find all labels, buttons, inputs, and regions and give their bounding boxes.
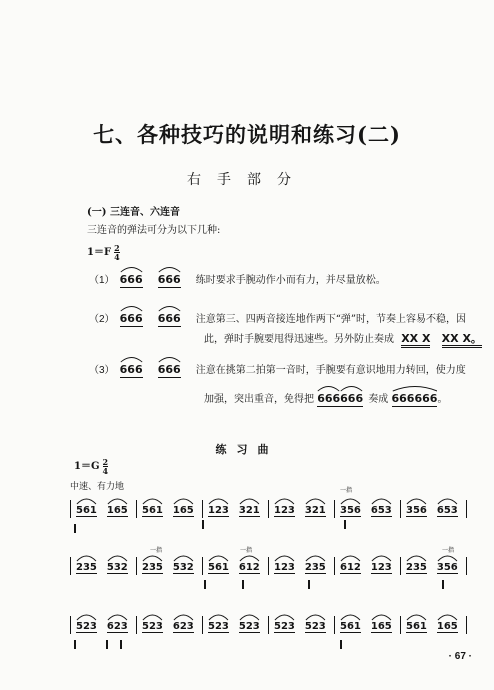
pluck-symbol [442, 580, 444, 589]
triplet-notes: 561 [208, 562, 229, 573]
pluck-symbol [242, 580, 244, 589]
triplet [107, 553, 128, 573]
measure [208, 553, 260, 573]
bar-line [70, 500, 71, 518]
triplet-notes: 561 [76, 505, 97, 516]
triplet [340, 496, 361, 516]
example-index: （3） [89, 365, 115, 376]
pluck-symbol [340, 640, 342, 649]
bar-line [400, 557, 401, 575]
example-text-end: 。 [437, 394, 448, 405]
exercise-title: 练习曲 [215, 443, 279, 456]
bar-line [334, 557, 335, 575]
bar-line [400, 500, 401, 518]
triplet-notes: 523 [304, 621, 326, 632]
example-3-line2 [204, 384, 447, 405]
sextuplet-group [317, 384, 363, 405]
triplet [305, 496, 326, 516]
key-signature-1 [87, 243, 120, 261]
wrong-rhythm-2: XX X。 [442, 332, 482, 348]
sextuplet-notes: 666666 [391, 392, 438, 405]
triplet [274, 612, 295, 632]
measure [274, 496, 326, 516]
example-index: （2） [89, 314, 115, 325]
triplet-notes: 666 [157, 273, 181, 286]
fingering-mark: 一指 [442, 547, 455, 554]
time-top: 2 [114, 243, 120, 253]
bar-line [466, 557, 467, 575]
time-bottom: 4 [102, 466, 109, 476]
measure [340, 612, 392, 632]
example-1 [89, 265, 386, 287]
triplet-notes: 235 [142, 562, 163, 573]
triplet-notes: 165 [436, 621, 458, 632]
triplet-notes: 612 [340, 562, 361, 573]
triplet-notes: 532 [172, 562, 194, 573]
triplet-group [158, 265, 181, 286]
triplet-notes: 356 [436, 562, 458, 573]
triplet-notes: 623 [106, 621, 128, 632]
triplet-notes: 123 [274, 505, 295, 516]
example-text: 注意在挑第二拍第一音时，手腕要有意识地用力转回，使力度 [195, 365, 466, 376]
triplet-notes: 165 [106, 505, 128, 516]
triplet-notes: 666 [119, 312, 143, 325]
tempo-marking: 中速、有力地 [70, 482, 125, 492]
bar-line [202, 500, 203, 518]
sextuplet-notes: 666666 [317, 392, 364, 405]
measure [76, 553, 128, 573]
fingering-mark: 一指 [340, 487, 353, 494]
triplet [107, 496, 128, 516]
triplet-notes: 235 [406, 562, 427, 573]
example-text: 练时要求手腕动作小而有力，并尽量放松。 [195, 275, 386, 286]
wrong-rhythm-1: XX X [401, 332, 430, 348]
triplet-notes: 561 [406, 621, 427, 632]
bar-line [202, 557, 203, 575]
example-text: 注意第三、四两音接连地作两下“弹”时，节奏上容易不稳，因 [195, 314, 467, 325]
triplet [142, 496, 163, 516]
chapter-title: 七、各种技巧的说明和练习(二) [93, 122, 401, 147]
example-2 [89, 304, 466, 326]
triplet [274, 496, 295, 516]
page-number: · 67 · [448, 651, 472, 662]
example-text-mid: 奏成 [368, 394, 389, 405]
pluck-symbol [120, 640, 122, 649]
pluck-symbol [344, 520, 346, 529]
pluck-symbol [106, 640, 108, 649]
triplet-notes: 532 [106, 562, 128, 573]
triplet [406, 553, 427, 573]
triplet [239, 553, 260, 573]
bar-line [268, 500, 269, 518]
time-signature [114, 244, 120, 261]
bar-line [268, 616, 269, 634]
triplet-notes: 523 [208, 621, 229, 632]
triplet-notes: 666 [157, 363, 181, 376]
bar-line [466, 500, 467, 518]
triplet-notes: 321 [238, 505, 260, 516]
triplet-notes: 235 [304, 562, 326, 573]
triplet-notes: 523 [142, 621, 163, 632]
bar-line [334, 500, 335, 518]
measure [406, 553, 458, 573]
triplet-notes: 123 [208, 505, 229, 516]
triplet [239, 496, 260, 516]
triplet [437, 553, 458, 573]
triplet [305, 612, 326, 632]
triplet [305, 553, 326, 573]
triplet-notes: 612 [238, 562, 260, 573]
triplet-notes: 653 [436, 505, 458, 516]
bar-line [202, 616, 203, 634]
triplet [173, 496, 194, 516]
triplet-notes: 165 [370, 621, 392, 632]
triplet-group [120, 355, 143, 376]
triplet-notes: 666 [119, 363, 143, 376]
triplet [437, 496, 458, 516]
pluck-symbol [202, 520, 204, 529]
pluck-symbol [204, 580, 206, 589]
triplet-notes: 235 [76, 562, 97, 573]
triplet [406, 612, 427, 632]
triplet-notes: 561 [340, 621, 361, 632]
triplet [371, 553, 392, 573]
triplet-notes: 123 [274, 562, 295, 573]
key-label: 1＝F [87, 247, 112, 258]
triplet-notes: 165 [172, 505, 194, 516]
triplet [173, 612, 194, 632]
bar-line [136, 500, 137, 518]
measure [208, 496, 260, 516]
triplet [173, 553, 194, 573]
time-signature [103, 458, 109, 475]
triplet-notes: 356 [340, 505, 361, 516]
time-top: 2 [102, 457, 109, 467]
triplet-notes: 561 [142, 505, 163, 516]
triplet [274, 553, 295, 573]
measure [208, 612, 260, 632]
triplet-group [158, 355, 181, 376]
measure [76, 612, 128, 632]
triplet-notes: 623 [172, 621, 194, 632]
measure [274, 553, 326, 573]
triplet-group [120, 265, 143, 286]
example-3 [89, 355, 466, 377]
fingering-mark: 一指 [240, 547, 253, 554]
triplet-notes: 123 [370, 562, 392, 573]
triplet [239, 612, 260, 632]
bar-line [466, 616, 467, 634]
triplet [76, 553, 97, 573]
triplet [76, 496, 97, 516]
triplet-notes: 356 [406, 505, 427, 516]
triplet [208, 496, 229, 516]
key-label: 1＝G [74, 461, 100, 472]
bar-line [334, 616, 335, 634]
triplet-notes: 653 [370, 505, 392, 516]
example-text-2: 此，弹时手腕要甩得迅速些。另外防止奏成 [204, 334, 394, 345]
triplet [107, 612, 128, 632]
measure [406, 496, 458, 516]
measure [142, 496, 194, 516]
measure [340, 553, 392, 573]
triplet [371, 612, 392, 632]
triplet-group [120, 304, 143, 325]
bar-line [70, 557, 71, 575]
example-index: （1） [89, 275, 115, 286]
example-text-2: 加强，突出重音，免得把 [204, 394, 314, 405]
measure [274, 612, 326, 632]
measure [406, 612, 458, 632]
bar-line [400, 616, 401, 634]
triplet-notes: 666 [119, 273, 143, 286]
fingering-mark: 一指 [150, 547, 163, 554]
measure [142, 612, 194, 632]
section-title: 右手部分 [187, 172, 307, 188]
intro-text: 三连音的弹法可分为以下几种: [87, 225, 221, 236]
triplet [208, 612, 229, 632]
triplet [371, 496, 392, 516]
triplet-notes: 666 [157, 312, 181, 325]
time-bottom: 4 [114, 252, 120, 262]
triplet-notes: 321 [304, 505, 326, 516]
triplet-notes: 523 [238, 621, 260, 632]
key-signature-2 [74, 457, 108, 475]
triplet [406, 496, 427, 516]
measure [142, 553, 194, 573]
measure [76, 496, 128, 516]
example-2-line2 [204, 330, 482, 346]
triplet [340, 612, 361, 632]
pluck-symbol [74, 524, 76, 533]
pluck-symbol [308, 580, 310, 589]
sextuplet-group [392, 384, 438, 405]
bar-line [136, 616, 137, 634]
triplet [437, 612, 458, 632]
pluck-symbol [74, 640, 76, 649]
bar-line [268, 557, 269, 575]
subsection-heading: (一) 三连音、六连音 [87, 207, 180, 218]
triplet-notes: 523 [274, 621, 295, 632]
bar-line [70, 616, 71, 634]
triplet [142, 612, 163, 632]
triplet-group [158, 304, 181, 325]
triplet [76, 612, 97, 632]
triplet [142, 553, 163, 573]
triplet [208, 553, 229, 573]
measure [340, 496, 392, 516]
triplet [340, 553, 361, 573]
triplet-notes: 523 [76, 621, 97, 632]
bar-line [136, 557, 137, 575]
